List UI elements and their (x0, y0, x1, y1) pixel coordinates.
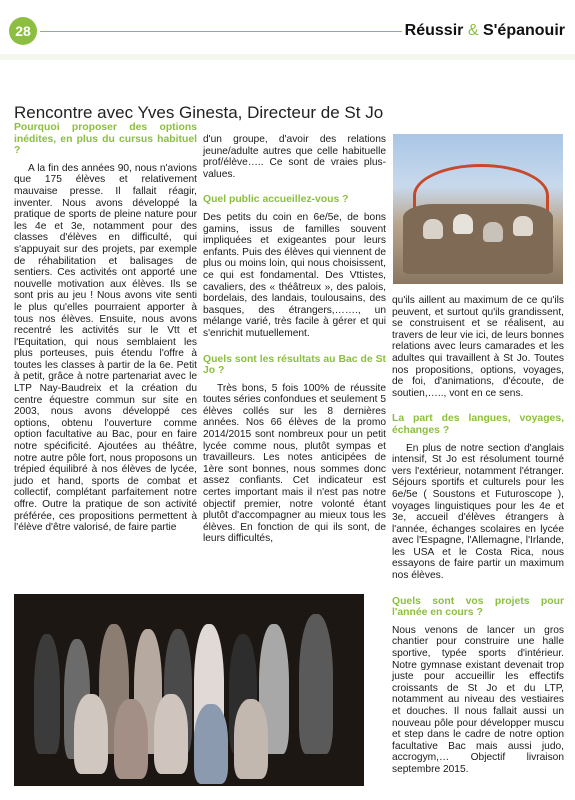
article-column-3 (392, 295, 564, 778)
page-number-badge: 28 (9, 17, 37, 45)
question-heading: La part des langues, voyages, échanges ? (392, 413, 564, 436)
page-header (0, 0, 575, 62)
paragraph: Nous venons de lancer un gros chantier pour construire une halle sportive, typée sports d'intérieur. Notre gymnase existant devenait trop juste pour accueillir les effectifs croissants de St Jo et du LTP, notamment au niveau des vestiaires et douches. Il nous fallait aussi un nouveau pôle pour développer muscu et step dans le cadre de notre option facultative Bac mais aussi judo, accrogym,… Objectif livraison septembre 2015. (392, 624, 564, 775)
header-band (0, 54, 575, 60)
question-heading: Quel public accueillez-vous ? (203, 194, 349, 206)
article-column-2 (203, 134, 386, 547)
section-title-right: S'épanouir (482, 22, 565, 39)
paragraph: En plus de notre section d'anglais intensif, St Jo est résolument tourné vers l'extérieur, notamment l'étranger. Séjours sportifs et culturels pour les 6e/5e ( Soustons et Futuroscope ), voyages linguistiques pour les 4e et 3e, accueil d'élèves étrangers à l'année, échanges scolaires en lycée avec l'Espagne, l'Allemagne, l'Irlande, les USA et le Costa Rica, nous essayons de faire partir un maximum nos élèves. (392, 442, 564, 582)
article-title: Rencontre avec Yves Ginesta, Directeur de St Jo (14, 103, 384, 122)
section-title-left: Réussir (404, 22, 464, 39)
paragraph: d'un groupe, d'avoir des relations jeune/adulte autres que celle habituelle prof/élève….. Ce sont de vraies plus-values. (203, 134, 386, 180)
paragraph: qu'ils aillent au maximum de ce qu'ils peuvent, et surtout qu'ils grandissent, se construisent et se réalisent, au travers de leur vie ici, de leurs bonnes relations avec leurs camarades et les adultes qui travaillent à St Jo. Toutes nos propositions, options, voyages, de foi, d'animations, d'écoute, de soutien,….., vont en ce sens. (392, 295, 564, 399)
paragraph: Des petits du coin en 6e/5e, de bons gamins, issus de familles souvent impliquées et exigeantes pour leurs enfants. Puis des élèves qui viennent de plus ou moins loin, qui nous choisissent, ce qui est fondamental. Des Vttistes, cavaliers, des « théâtreux », des palois, bordelais, des landais, toulousains, des basques, des étrangers,……., un mélange varié, très facile à gérer et qui s'enrichit mutuellement. (203, 211, 386, 339)
paragraph: A la fin des années 90, nous n'avions que 175 élèves et relativement mauvaise presse. Il fallait réagir, inventer. Nous avons développé la pratique de sports de pleine nature pour les 4e et 3e, notamment pour des classes d'élèves en difficulté, qui s'appuyait sur des projets, par exemple de réhabilitation et balisages de sentiers. Ces activités ont apporté une nouvelle motivation aux élèves. Ils se sont pris au jeu ! Nous avons vite senti le plus qu'elles pourraient apporter à tous nos élèves. Ensuite, nous avons recentré les activités sur le Vtt et l'Equitation, qui nous semblaient les plus porteuses, puis étendu l'offre à toutes les classes à partir de la 6e. Petit à petit, grâce à notre partenariat avec le LTP Nay-Baudreix et la création du centre équestre commun sur site en 2003, nous avons développé ces options, obtenu l'ouverture comme option facultative au Bac, pour en faire notre spécificité. Ajoutées au théâtre, notre autre pôle fort, nous proposons un trépied équilibré à nos élèves de lycée, judo et hand, sports de combat et collectif, complétant parfaitement notre offre. Outre la pratique de son activité préférée, ces propositions permettent à l'élève d'être valorisé, de faire partie (14, 162, 197, 534)
students-group-photo (393, 134, 563, 284)
paragraph: Très bons, 5 fois 100% de réussite toutes séries confondues et seulement 5 élèves collés sur les 8 dernières années. Nos 66 élèves de la promo 2014/2015 sont nombreux pour un petit lycée comme nous, plutôt sympas et travailleurs. Les notes anticipées de 1ère sont bonnes, nous sommes donc assez confiants. Cet indicateur est certes important mais il n'est pas notre objectif premier, notre volonté étant plutôt d'accompagner au mieux tous les élèves. En fonction de qui ils sont, de leurs difficultés, (203, 382, 386, 545)
article-column-1 (14, 122, 197, 536)
header-rule (40, 31, 402, 32)
section-title-amp: & (467, 22, 479, 39)
theatre-group-photo (14, 594, 364, 786)
section-title (405, 22, 565, 40)
question-heading: Quels sont les résultats au Bac de St Jo ? (203, 353, 386, 377)
question-heading: Pourquoi proposer des options inédites, en plus du cursus habituel ? (14, 122, 197, 157)
question-heading: Quels sont vos projets pour l'année en cours ? (392, 595, 564, 619)
